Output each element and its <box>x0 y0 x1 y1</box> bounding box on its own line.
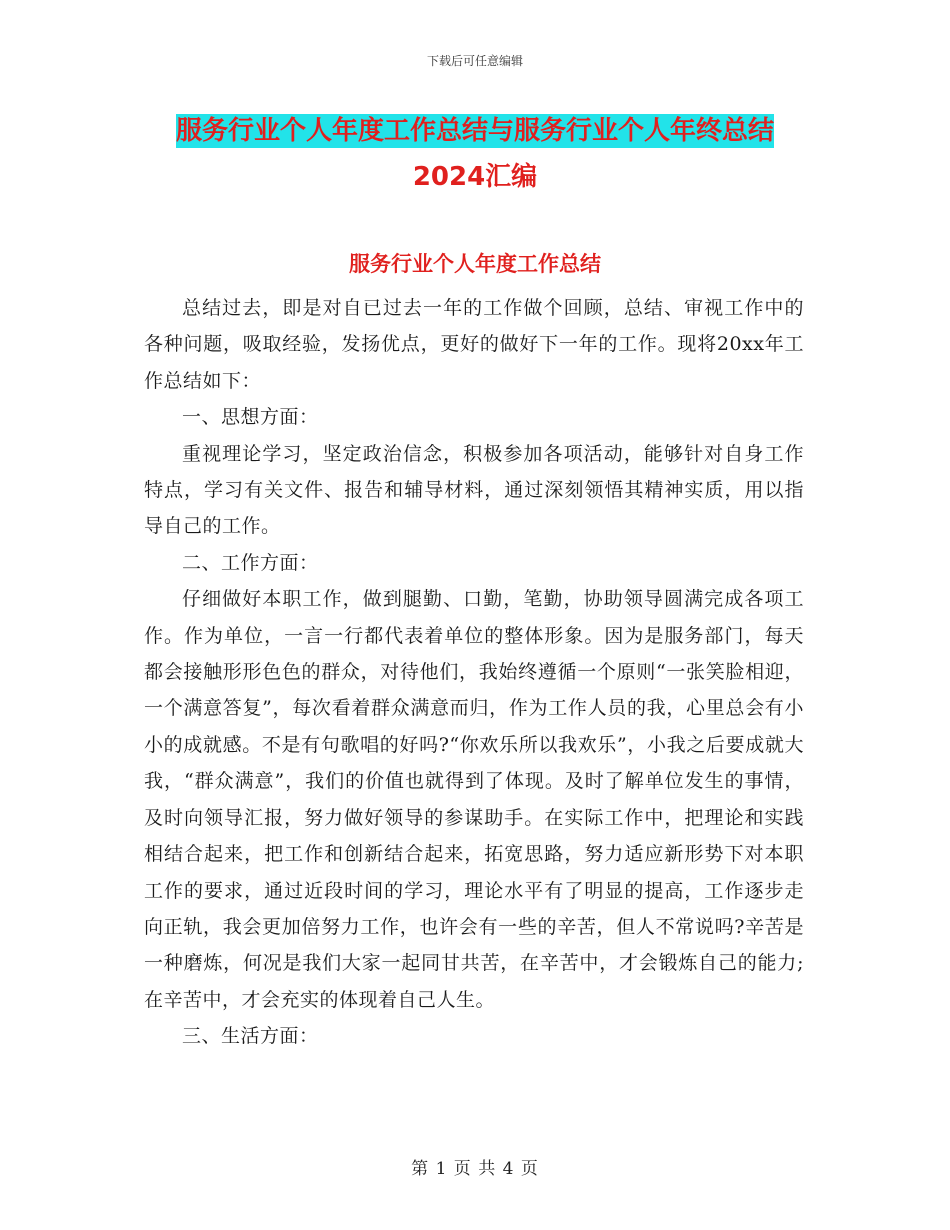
paragraph-intro: 总结过去，即是对自已过去一年的工作做个回顾，总结、审视工作中的各种问题，吸取经验，发扬优点，更好的做好下一年的工作。现将20xx年工作总结如下： <box>144 297 804 392</box>
page-footer: 第 1 页 共 4 页 <box>411 1159 539 1179</box>
paragraph-work: 仔细做好本职工作，做到腿勤、口勤，笔勤，协助领导圆满完成各项工作。作为单位，一言一行都代表着单位的整体形象。因为是服务部门，每天都会接触形形色色的群众，对待他们，我始终遵循一个原则“一张笑脸相迎，一个满意答复”，每次看着群众满意而归，作为工作人员的我，心里总会有小小的成就感。不是有句歌唱的好吗?“你欢乐所以我欢乐”，小我之后要成就大我，“群众满意”，我们的价值也就得到了体现。及时了解单位发生的事情，及时向领导汇报，努力做好领导的参谋助手。在实际工作中，把理论和实践相结合起来，把工作和创新结合起来，拓宽思路，努力适应新形势下对本职工作的要求，通过近段时间的学习，理论水平有了明显的提高，工作逐步走向正轨，我会更加倍努力工作，也许会有一些的辛苦，但人不常说吗?辛苦是一种磨炼，何况是我们大家一起同甘共苦，在辛苦中，才会锻炼自己的能力;在辛苦中，才会充实的体现着自己人生。 <box>144 588 804 1011</box>
heading-work: 二、工作方面： <box>182 551 319 574</box>
heading-life: 三、生活方面： <box>182 1025 319 1048</box>
section-title: 服务行业个人年度工作总结 <box>349 252 601 276</box>
paragraph-ideology: 重视理论学习，坚定政治信念，积极参加各项活动，能够针对自身工作特点，学习有关文件、报告和辅导材料，通过深刻领悟其精神实质，用以指导自己的工作。 <box>144 442 804 538</box>
document-body <box>144 290 804 1055</box>
document-title-line-2: 2024汇编 <box>412 162 538 192</box>
document-title <box>0 108 950 200</box>
header-note: 下载后可任意编辑 <box>426 54 523 68</box>
heading-ideology: 一、思想方面： <box>182 406 319 429</box>
document-title-line-1: 服务行业个人年度工作总结与服务行业个人年终总结 <box>175 116 774 146</box>
